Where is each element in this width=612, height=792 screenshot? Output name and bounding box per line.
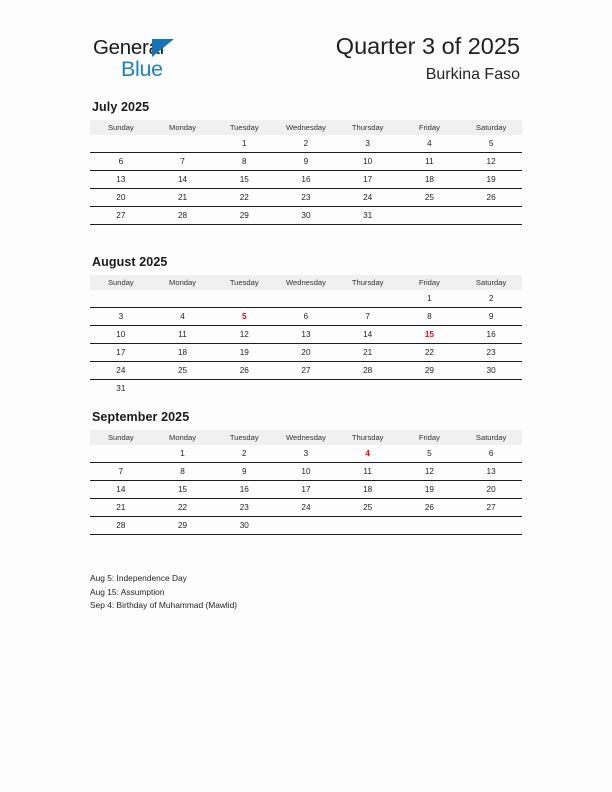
day-cell[interactable]: 17: [90, 344, 152, 362]
day-cell[interactable]: 15: [213, 171, 275, 189]
day-cell[interactable]: 29: [399, 362, 461, 380]
day-cell[interactable]: 19: [399, 481, 461, 499]
month-block-august: [90, 255, 522, 397]
day-cell[interactable]: 2: [460, 290, 522, 308]
day-cell[interactable]: 24: [337, 189, 399, 207]
day-cell-empty: [275, 380, 337, 398]
day-cell[interactable]: 19: [213, 344, 275, 362]
day-cell[interactable]: 11: [399, 153, 461, 171]
week-row: [90, 463, 522, 481]
week-row: [90, 290, 522, 308]
day-cell[interactable]: 5: [399, 445, 461, 463]
week-row: [90, 135, 522, 153]
day-cell[interactable]: 9: [213, 463, 275, 481]
day-cell[interactable]: 17: [337, 171, 399, 189]
weekday-header-monday: Monday: [152, 430, 214, 445]
day-cell[interactable]: 12: [460, 153, 522, 171]
day-cell-empty: [90, 290, 152, 308]
day-cell[interactable]: 20: [275, 344, 337, 362]
day-cell[interactable]: 15: [152, 481, 214, 499]
day-cell[interactable]: 30: [460, 362, 522, 380]
day-cell[interactable]: 6: [90, 153, 152, 171]
country-subtitle: Burkina Faso: [425, 66, 520, 83]
day-cell[interactable]: 21: [90, 499, 152, 517]
weekday-header-thursday: Thursday: [337, 430, 399, 445]
day-cell-holiday[interactable]: 4: [337, 445, 399, 463]
week-row: [90, 445, 522, 463]
day-cell[interactable]: 13: [90, 171, 152, 189]
weekday-header-friday: Friday: [399, 120, 461, 135]
day-cell[interactable]: 3: [337, 135, 399, 153]
day-cell-empty: [152, 380, 214, 398]
day-cell[interactable]: 20: [90, 189, 152, 207]
day-cell[interactable]: 30: [275, 207, 337, 225]
day-cell[interactable]: 11: [337, 463, 399, 481]
day-cell[interactable]: 10: [90, 326, 152, 344]
day-cell[interactable]: 29: [152, 517, 214, 535]
day-cell[interactable]: 7: [152, 153, 214, 171]
day-cell[interactable]: 12: [213, 326, 275, 344]
weekday-header-monday: Monday: [152, 275, 214, 290]
week-row: [90, 481, 522, 499]
week-row: [90, 171, 522, 189]
logo-triangle-icon: [152, 39, 174, 57]
day-cell[interactable]: 22: [213, 189, 275, 207]
day-cell[interactable]: 28: [90, 517, 152, 535]
day-cell-empty: [152, 290, 214, 308]
day-cell-holiday[interactable]: 15: [399, 326, 461, 344]
day-cell[interactable]: 31: [116, 384, 126, 393]
day-cell-empty: [399, 380, 461, 398]
holiday-note: Aug 15: Assumption: [90, 586, 165, 597]
day-cell[interactable]: 25: [337, 499, 399, 517]
day-cell[interactable]: 4: [152, 308, 214, 326]
logo-text-general: General: [93, 36, 164, 59]
week-row: [90, 499, 522, 517]
week-row: [90, 380, 522, 398]
week-row: [90, 362, 522, 380]
day-cell[interactable]: 25: [399, 189, 461, 207]
day-cell[interactable]: 22: [152, 499, 214, 517]
day-cell[interactable]: 24: [90, 362, 152, 380]
title-block: [336, 32, 520, 86]
day-cell[interactable]: 31: [337, 207, 399, 225]
day-cell[interactable]: 13: [275, 326, 337, 344]
day-cell[interactable]: 23: [213, 499, 275, 517]
weekday-header-saturday: Saturday: [460, 275, 522, 290]
day-cell[interactable]: 8: [399, 308, 461, 326]
day-cell[interactable]: 25: [152, 362, 214, 380]
month-title: August 2025: [92, 255, 168, 269]
month-calendar-table: [90, 120, 522, 225]
week-row: [90, 326, 522, 344]
day-cell[interactable]: 11: [152, 326, 214, 344]
day-cell[interactable]: 8: [152, 463, 214, 481]
week-row: [90, 344, 522, 362]
month-block-july: [90, 100, 522, 225]
month-weeks-body: [90, 445, 522, 535]
day-cell-empty: [275, 290, 337, 308]
day-cell[interactable]: 1: [213, 135, 275, 153]
weekday-header-tuesday: Tuesday: [213, 120, 275, 135]
weekday-header-sunday: Sunday: [90, 120, 152, 135]
month-weeks-body: [90, 290, 522, 397]
page-header: [0, 26, 612, 96]
day-cell-empty: [213, 380, 275, 398]
day-cell[interactable]: 18: [399, 171, 461, 189]
week-row: [90, 517, 522, 535]
day-cell[interactable]: 22: [399, 344, 461, 362]
day-cell[interactable]: 9: [460, 308, 522, 326]
day-cell-empty: [90, 135, 152, 153]
weekday-header-thursday: Thursday: [337, 275, 399, 290]
day-cell[interactable]: 23: [275, 189, 337, 207]
day-cell[interactable]: 19: [460, 171, 522, 189]
day-cell-empty: [337, 290, 399, 308]
weekday-header-saturday: Saturday: [460, 120, 522, 135]
day-cell[interactable]: 2: [275, 135, 337, 153]
month-weeks-body: [90, 135, 522, 225]
month-calendar-table: [90, 430, 522, 535]
day-cell-empty: [460, 207, 522, 225]
day-cell-empty: [337, 517, 399, 535]
day-cell[interactable]: 27: [275, 362, 337, 380]
week-row: [90, 153, 522, 171]
day-cell[interactable]: 30: [213, 517, 275, 535]
day-cell[interactable]: 18: [337, 481, 399, 499]
day-cell-empty: [213, 290, 275, 308]
day-cell[interactable]: 21: [152, 189, 214, 207]
weekday-header-row: [90, 120, 522, 135]
weekday-header-row: [90, 275, 522, 290]
day-cell-empty: [399, 207, 461, 225]
day-cell[interactable]: 16: [460, 326, 522, 344]
day-cell[interactable]: 23: [460, 344, 522, 362]
day-cell[interactable]: 21: [337, 344, 399, 362]
day-cell[interactable]: 26: [213, 362, 275, 380]
day-cell[interactable]: 14: [90, 481, 152, 499]
day-cell[interactable]: 7: [90, 463, 152, 481]
weekday-header-sunday: Sunday: [90, 275, 152, 290]
logo-text-blue: Blue: [121, 57, 163, 81]
day-cell[interactable]: 18: [152, 344, 214, 362]
day-cell-empty: [337, 380, 399, 398]
day-cell[interactable]: 24: [275, 499, 337, 517]
weekday-header-wednesday: Wednesday: [275, 430, 337, 445]
day-cell[interactable]: 14: [152, 171, 214, 189]
day-cell[interactable]: 26: [460, 189, 522, 207]
month-calendar-table: [90, 275, 522, 397]
weekday-header-wednesday: Wednesday: [275, 120, 337, 135]
month-title: July 2025: [92, 100, 150, 114]
weekday-header-wednesday: Wednesday: [275, 275, 337, 290]
day-cell[interactable]: 13: [460, 463, 522, 481]
holiday-note: Sep 4: Birthday of Muhammad (Mawlid): [90, 600, 238, 610]
weekday-header-saturday: Saturday: [460, 430, 522, 445]
day-cell[interactable]: 8: [213, 153, 275, 171]
day-cell[interactable]: 16: [275, 171, 337, 189]
day-cell-empty: [90, 445, 152, 463]
day-cell[interactable]: 28: [337, 362, 399, 380]
day-cell-empty: [460, 517, 522, 535]
day-cell-holiday[interactable]: 5: [213, 308, 275, 326]
day-cell[interactable]: 26: [399, 499, 461, 517]
day-cell[interactable]: 6: [275, 308, 337, 326]
day-cell[interactable]: 29: [213, 207, 275, 225]
week-row: [90, 308, 522, 326]
holiday-notes-list: [90, 572, 520, 613]
day-cell[interactable]: 1: [152, 445, 214, 463]
weekday-header-friday: Friday: [399, 430, 461, 445]
day-cell[interactable]: 27: [90, 207, 152, 225]
page-title: Quarter 3 of 2025: [335, 33, 520, 59]
day-cell[interactable]: 9: [275, 153, 337, 171]
day-cell[interactable]: 4: [399, 135, 461, 153]
day-cell[interactable]: 7: [337, 308, 399, 326]
day-cell[interactable]: 1: [399, 290, 461, 308]
month-title: September 2025: [92, 410, 190, 424]
weekday-header-row: [90, 430, 522, 445]
day-cell[interactable]: 6: [460, 445, 522, 463]
weekday-header-thursday: Thursday: [337, 120, 399, 135]
weekday-header-monday: Monday: [152, 120, 214, 135]
day-cell[interactable]: 14: [337, 326, 399, 344]
day-cell[interactable]: 10: [337, 153, 399, 171]
weekday-header-friday: Friday: [399, 275, 461, 290]
weekday-header-tuesday: Tuesday: [213, 275, 275, 290]
day-cell[interactable]: 12: [399, 463, 461, 481]
day-cell[interactable]: 27: [460, 499, 522, 517]
week-row: [90, 207, 522, 225]
month-block-september: [90, 410, 522, 535]
week-row: [90, 189, 522, 207]
day-cell[interactable]: 17: [275, 481, 337, 499]
day-cell-empty: [399, 517, 461, 535]
general-blue-logo[interactable]: [93, 36, 213, 88]
day-cell[interactable]: 3: [275, 445, 337, 463]
day-cell[interactable]: 2: [213, 445, 275, 463]
day-cell-empty: [152, 135, 214, 153]
day-cell[interactable]: 28: [152, 207, 214, 225]
holiday-note: Aug 5: Independence Day: [90, 573, 187, 583]
day-cell[interactable]: 3: [90, 308, 152, 326]
day-cell-empty: [275, 517, 337, 535]
day-cell[interactable]: 20: [460, 481, 522, 499]
weekday-header-sunday: Sunday: [90, 430, 152, 445]
weekday-header-tuesday: Tuesday: [213, 430, 275, 445]
day-cell[interactable]: 5: [460, 135, 522, 153]
day-cell-empty: [460, 380, 522, 398]
day-cell[interactable]: 10: [275, 463, 337, 481]
day-cell[interactable]: 16: [213, 481, 275, 499]
